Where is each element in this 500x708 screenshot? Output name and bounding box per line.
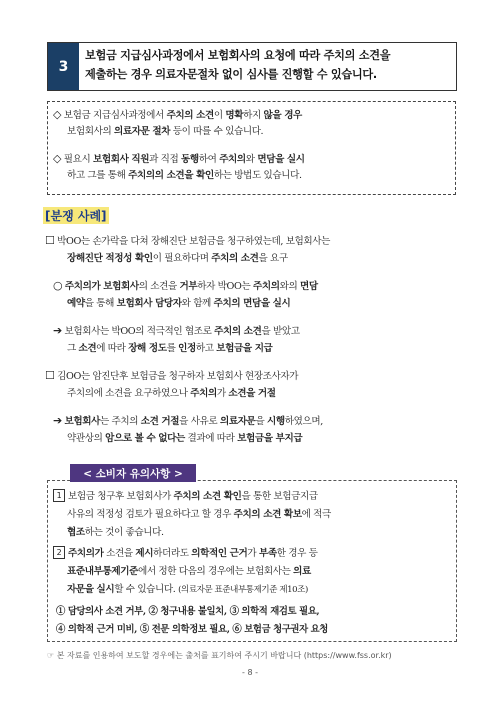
section-header: [47, 42, 457, 91]
case-1-sub-line2: 예약을 통해 보험회사 담당자와 함께 주치의 면담을 실시: [67, 298, 291, 309]
section-title: 보험금 지급심사과정에서 보험회사의 요청에 따라 주치의 소견을 제출하는 경우 의료자문절차 없이 심사를 진행할 수 있습니다.: [85, 49, 391, 81]
consumer-notice-tab: < 소비자 유의사항 >: [70, 464, 196, 482]
consumer-item-1: 1 보험금 청구후 보험회사가 주치의 소견 확인을 통한 보험금지급: [53, 488, 318, 506]
circle-bullet-icon: ○: [53, 279, 63, 292]
diamond-bullet-icon: ◇: [53, 108, 62, 121]
case-1-sub: ○ 주치의가 보험회사의 소견을 거부하자 박OO는 주치의와의 면담: [53, 279, 318, 292]
case-1-result-line2: 그 소견에 따라 장해 정도를 인정하고 보험금을 지급: [67, 343, 273, 354]
dispute-cases-label: [분쟁 사례]: [45, 209, 107, 223]
summary-item-1: ◇ 보험금 지급심사과정에서 주치의 소견이 명확하지 않을 경우: [53, 108, 302, 121]
diamond-bullet-icon: ◇: [53, 152, 62, 165]
summary-item-1-line2: 보험회사의 의료자문 절차 등이 따를 수 있습니다.: [67, 126, 264, 137]
case-2: ☐ 김OO는 암진단후 보험금을 청구하자 보험회사 현장조사자가: [45, 369, 299, 382]
arrow-bullet-icon: ➔: [53, 324, 62, 337]
section-number: 3: [48, 43, 79, 90]
summary-item-2-line2: 하고 그를 통해 주치의의 소견을 확인하는 방법도 있습니다.: [67, 170, 302, 181]
consumer-item-1-line3: 협조하는 것이 좋습니다.: [67, 527, 164, 538]
consumer-item-1-line2: 사유의 적정성 검토가 필요하다고 할 경우 주치의 소견 확보에 적극: [67, 509, 331, 520]
summary-item-2: ◇ 필요시 보험회사 직원과 직접 동행하여 주치의와 면담을 실시: [53, 152, 305, 165]
item-number-1: 1: [53, 489, 65, 502]
arrow-bullet-icon: ➔: [53, 414, 62, 427]
consumer-conditions-line2: ④ 의학적 근거 미비, ⑤ 전문 의학정보 필요, ⑥ 보험금 청구권자 요청: [56, 624, 328, 635]
consumer-conditions-line1: ① 담당의사 소견 거부, ② 청구내용 불일치, ③ 의학적 재검토 필요,: [56, 606, 320, 617]
case-2-result: ➔ 보험회사는 주치의 소견 거절을 사유로 의료자문을 시행하였으며,: [53, 414, 323, 427]
checkbox-bullet-icon: ☐: [45, 369, 55, 382]
item-number-2: 2: [53, 546, 65, 559]
case-2-result-line2: 약관상의 암으로 볼 수 없다는 결과에 따라 보험금을 부지급: [67, 433, 303, 444]
page-number: - 8 -: [242, 668, 258, 677]
case-1: ☐ 박OO는 손가락을 다쳐 장해진단 보험금을 청구하였는데, 보험회사는: [45, 234, 331, 247]
consumer-item-2-line3: 자문을 실시할 수 있습니다. (의료자문 표준내부통제기준 제10조): [67, 584, 308, 595]
case-1-line2: 장해진단 적정성 확인이 필요하다며 주치의 소견을 요구: [67, 253, 288, 264]
checkbox-bullet-icon: ☐: [45, 234, 55, 247]
case-1-result: ➔ 보험회사는 박OO의 적극적인 협조로 주치의 소견을 받았고: [53, 324, 300, 337]
citation-footer: ☞ 본 자료를 인용하여 보도할 경우에는 출처를 표기하여 주시기 바랍니다 (https://www.fss.or.kr): [47, 651, 392, 660]
case-2-line2: 주치의에 소견을 요구하였으나 주치의가 소견을 거절: [67, 388, 276, 399]
consumer-item-2: 2 주치의가 소견을 제시하더라도 의학적인 근거가 부족한 경우 등: [53, 545, 317, 563]
consumer-item-2-line2: 표준내부통제기준에서 정한 다음의 경우에는 보험회사는 의료: [67, 566, 311, 577]
